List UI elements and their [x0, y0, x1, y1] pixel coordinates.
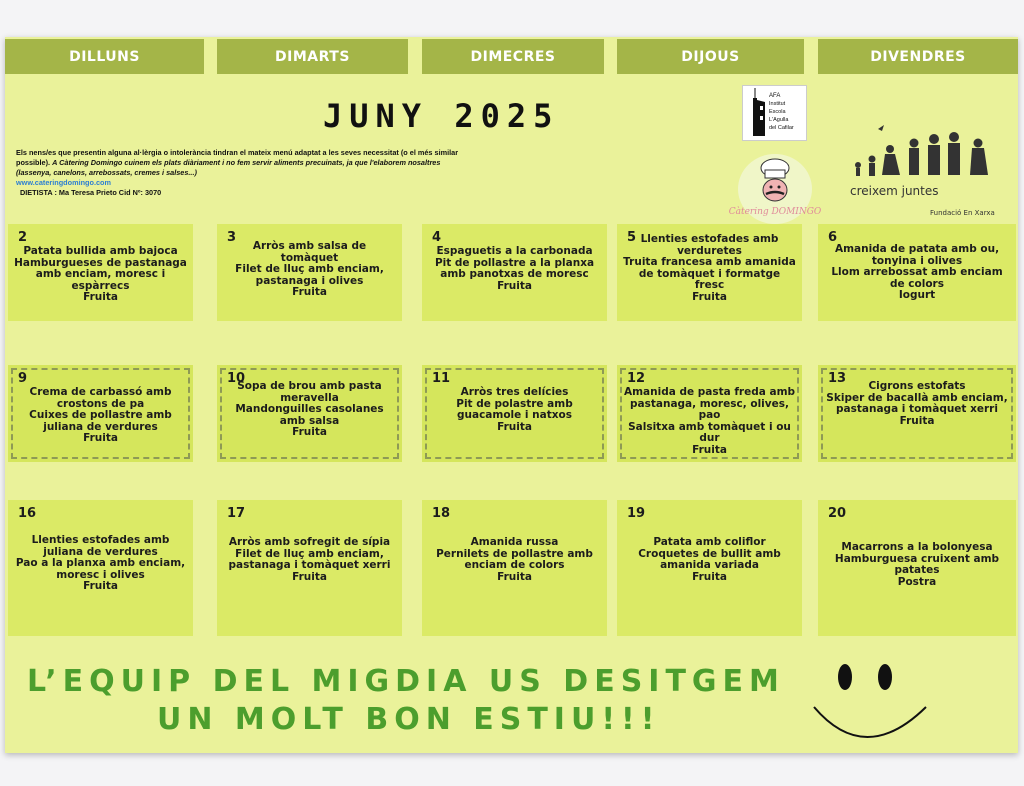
day-menu: Macarrons a la bolonyesa Hamburguesa cruixent amb patates Postra	[834, 541, 1000, 588]
day-number: 12	[627, 371, 646, 386]
afa-line-5: del Cafilar	[769, 125, 794, 131]
farewell-line-1: L’EQUIP DEL MIGDIA US DESITGEM	[27, 664, 785, 699]
header-tuesday: DIMARTS	[217, 39, 408, 74]
day-cell-17	[217, 500, 402, 636]
creixem-juntes-logo	[838, 117, 998, 217]
farewell-line-2: UN MOLT BON ESTIU!!!	[157, 702, 661, 737]
day-number: 19	[627, 506, 646, 521]
afa-line-1: AFA	[769, 93, 781, 99]
day-cell-18	[422, 500, 607, 636]
day-cell-4	[422, 224, 607, 321]
day-number: 18	[432, 506, 451, 521]
header-monday: DILLUNS	[5, 39, 204, 74]
page-title: JUNY 2025	[323, 97, 560, 135]
allergy-text: Els nens/es que presentin alguna al·lèrgia o intolerància tindran el mateix menú adaptat a les seves necessitat (o el més similar possible).	[16, 148, 459, 167]
day-number: 17	[227, 506, 246, 521]
header-friday: DIVENDRES	[818, 39, 1018, 74]
creixem-text: creixem juntes	[850, 184, 939, 198]
day-menu: Espaguetis a la carbonada Pit de pollastre a la planxa amb panotxas de moresc Fruita	[434, 245, 595, 292]
catering-chef-logo	[728, 154, 822, 224]
day-cell-9	[8, 365, 193, 462]
day-menu: Arròs amb sofregit de sípia Filet de lluç amb enciam, pastanaga i tomàquet xerri Fruita	[228, 536, 391, 583]
afa-line-2: Institut	[769, 101, 786, 107]
day-number: 13	[828, 371, 847, 386]
day-cell-5	[617, 224, 802, 321]
day-number: 16	[18, 506, 37, 521]
website-link[interactable]: www.cateringdomingo.com	[16, 178, 112, 187]
day-menu: Cigrons estofats Skiper de bacallà amb enciam, pastanaga i tomàquet xerri Fruita	[826, 380, 1008, 427]
afa-line-3: Escola	[769, 109, 786, 115]
day-number: 10	[227, 371, 246, 386]
day-menu: Patata bullida amb bajoca Hamburgueses de pastanaga amb enciam, moresc i espàrrecs Fruita	[14, 245, 187, 303]
day-menu: Arròs amb salsa de tomàquet Filet de lluç amb enciam, pastanaga i olives Fruita	[235, 240, 384, 298]
day-menu: Patata amb coliflor Croquetes de bullit amb amanida variada Fruita	[638, 536, 781, 583]
menu-sheet	[5, 37, 1018, 753]
afa-logo	[742, 85, 807, 141]
dietitian-info: DIETISTA : Ma Teresa Prieto Cid Nº: 3070	[20, 188, 162, 197]
day-cell-10	[217, 365, 402, 462]
day-menu: Amanida russa Pernilets de pollastre amb enciam de colors Fruita	[436, 536, 593, 583]
day-cell-11	[422, 365, 607, 462]
day-number: 6	[828, 230, 838, 245]
day-cell-19	[617, 500, 802, 636]
smiley-face-icon	[810, 652, 930, 747]
header-wednesday: DIMECRES	[422, 39, 604, 74]
day-menu: Llenties estofades amb verduretes Truita francesa amb amanida de tomàquet i formatge fresc Fruita	[623, 233, 796, 303]
day-number: 20	[828, 506, 847, 521]
day-number: 3	[227, 230, 237, 245]
day-number: 9	[18, 371, 28, 386]
day-cell-12	[617, 365, 802, 462]
day-cell-13	[818, 365, 1016, 462]
day-menu: Amanida de pasta freda amb pastanaga, moresc, olives, pao Salsitxa amb tomàquet i ou dur Fruita	[623, 386, 796, 456]
day-menu: Amanida de patata amb ou, tonyina i olives Llom arrebossat amb enciam de colors Iogurt	[831, 243, 1003, 301]
fundacio-text: Fundació En Xarxa	[930, 209, 995, 217]
day-cell-6	[818, 224, 1016, 321]
day-menu: Crema de carbassó amb crostons de pa Cuixes de pollastre amb juliana de verdures Fruita	[29, 386, 172, 444]
day-cell-20	[818, 500, 1016, 636]
header-thursday: DIJOUS	[617, 39, 804, 74]
day-menu: Arròs tres delícies Pit de polastre amb guacamole i natxos Fruita	[456, 386, 573, 433]
day-cell-3	[217, 224, 402, 321]
day-number: 5	[627, 230, 637, 245]
afa-line-4: L'Agulla	[769, 117, 789, 123]
day-menu: Llenties estofades amb juliana de verdures Pao a la planxa amb enciam, moresc i olives Fruita	[15, 534, 186, 592]
chef-logo-text: Càtering DOMINGO	[728, 207, 822, 217]
day-number: 11	[432, 371, 451, 386]
day-cell-16	[8, 500, 193, 636]
allergy-notice	[16, 148, 476, 198]
day-number: 4	[432, 230, 442, 245]
day-cell-2	[8, 224, 193, 321]
day-menu: Sopa de brou amb pasta meravella Mandonguilles casolanes amb salsa Fruita	[235, 380, 384, 438]
day-number: 2	[18, 230, 28, 245]
catering-text: A Càtering Domingo cuinem els plats diàriament i no fem servir aliments precuinats, ja que l'elaborem nosaltres (lassenya, canelons, arrebossats, cremes i salses...)	[16, 158, 441, 177]
